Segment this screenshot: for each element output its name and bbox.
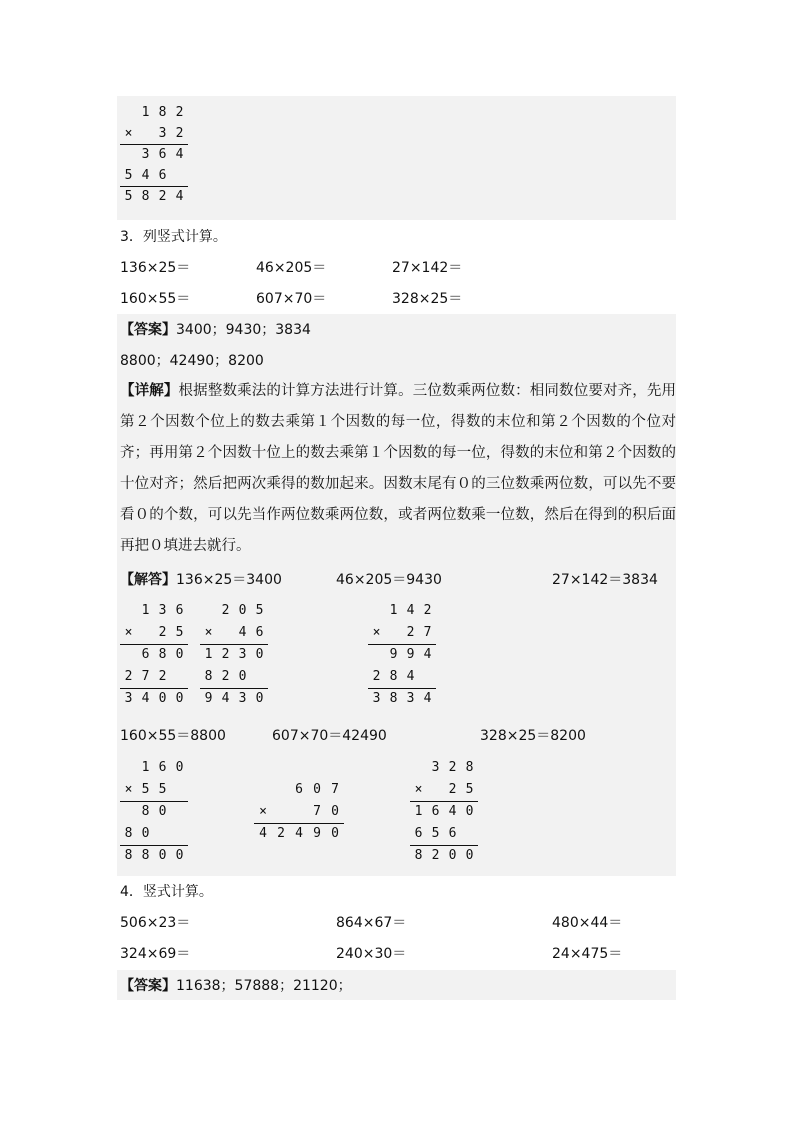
- calc-digit: 5: [431, 826, 440, 841]
- answer-values: 3400；9430；3834: [176, 322, 311, 338]
- calc-row: [120, 102, 188, 124]
- calc-digit: 9: [313, 826, 321, 841]
- calc-digit: 4: [175, 189, 184, 204]
- calc-digit: 2: [406, 625, 415, 640]
- calc-digit: 5: [124, 189, 133, 204]
- q3-problem-2: 46×205＝: [256, 260, 327, 276]
- calc-digit: 6: [431, 804, 440, 819]
- calc-row: [120, 823, 188, 845]
- calc-row: [120, 845, 188, 867]
- calc-row: [368, 644, 436, 666]
- calc-digit: 5: [465, 782, 474, 797]
- calc-rule: [410, 845, 478, 846]
- q3-problem-3: 27×142＝: [392, 260, 463, 276]
- calc-digit: 8: [124, 826, 133, 841]
- calc-row: [410, 801, 478, 823]
- calc-digit: 1: [141, 760, 150, 775]
- calc-row: [410, 757, 478, 779]
- q4-problem-1: 506×23＝: [120, 915, 191, 931]
- calc-digit: 4: [448, 804, 457, 819]
- calc-digit: 0: [175, 760, 184, 775]
- calc-row: [200, 622, 268, 644]
- q4-problem-3: 480×44＝: [552, 915, 623, 931]
- calc-digit: 8: [158, 647, 167, 662]
- calc-digit: 0: [331, 804, 339, 819]
- q3-answer-line1: [120, 320, 311, 340]
- calc-rule: [254, 823, 344, 824]
- calc-digit: 2: [221, 647, 230, 662]
- calc-digit: 3: [141, 147, 150, 162]
- q3-solution-eq-2: 46×205＝9430: [336, 572, 442, 588]
- calc-digit: 2: [277, 826, 285, 841]
- calc-digit: 8: [389, 669, 398, 684]
- calc-160x55: [120, 757, 188, 867]
- calc-digit: 2: [175, 105, 184, 120]
- detail-text: 根据整数乘法的计算方法进行计算。三位数乘两位数：相同数位要对齐，先用第２个因数个位上的数去乘第１个因数的每一位，得数的末位和第２个因数的个位对齐；再用第２个因数十位上的数去乘第１个因数的每一位，得数的末位和第２个因数的十位对齐；然后把两次乘得的数加起来。因数末尾有０的三位数乘两位数，可以先不要看０的个数，可以先当作两位数乘两位数，或者两位数乘一位数，然后在得到的积后面再把０填进去就行。: [120, 383, 677, 554]
- calc-digit: 2: [158, 625, 167, 640]
- calc-digit: 0: [175, 691, 184, 706]
- calc-row: [200, 644, 268, 666]
- calc-digit: 0: [313, 782, 321, 797]
- calc-digit: 3: [124, 691, 133, 706]
- calc-digit: 8: [141, 848, 150, 863]
- calc-digit: 9: [406, 647, 415, 662]
- q3-solution-eq-6: 328×25＝8200: [480, 728, 586, 744]
- calc-digit: ×: [124, 782, 133, 797]
- calc-digit: 1: [389, 603, 398, 618]
- calc-digit: 0: [175, 647, 184, 662]
- calc-digit: 3: [431, 760, 440, 775]
- calc-digit: 0: [141, 826, 150, 841]
- calc-digit: 0: [465, 848, 474, 863]
- calc-digit: 0: [238, 603, 247, 618]
- calc-row: [368, 622, 436, 644]
- calc-row: [200, 688, 268, 710]
- calc-digit: 8: [158, 105, 167, 120]
- calc-rule: [410, 801, 478, 802]
- calc-digit: 4: [221, 691, 230, 706]
- calc-digit: 4: [423, 691, 432, 706]
- calc-digit: 6: [158, 760, 167, 775]
- calc-row: [120, 123, 188, 145]
- q3-solution-eq-3: 27×142＝3834: [552, 572, 658, 588]
- answer-values: 11638；57888；21120；: [176, 978, 352, 994]
- calc-rule: [200, 688, 268, 689]
- calc-digit: 6: [295, 782, 303, 797]
- calc-digit: 9: [204, 691, 213, 706]
- calc-digit: 1: [204, 647, 213, 662]
- q4-problem-6: 24×475＝: [552, 946, 623, 962]
- calc-digit: 8: [141, 189, 150, 204]
- calc-digit: 8: [124, 848, 133, 863]
- calc-row: [120, 801, 188, 823]
- calc-27x142: [368, 600, 436, 710]
- q4-title: 4．竖式计算。: [120, 884, 213, 900]
- calc-digit: 4: [141, 168, 150, 183]
- q4-answer: [120, 976, 352, 996]
- calc-digit: 2: [124, 669, 133, 684]
- calc-digit: 3: [238, 691, 247, 706]
- calc-digit: 0: [175, 848, 184, 863]
- calc-digit: 4: [406, 603, 415, 618]
- q3-detail: [120, 376, 676, 562]
- calc-digit: 5: [141, 782, 150, 797]
- calc-digit: 6: [158, 147, 167, 162]
- calc-rule: [120, 845, 188, 846]
- calc-digit: 3: [238, 647, 247, 662]
- q4-problem-4: 324×69＝: [120, 946, 191, 962]
- calc-digit: 4: [175, 147, 184, 162]
- calc-digit: 8: [141, 804, 150, 819]
- calc-digit: ×: [124, 126, 133, 141]
- calc-rule: [120, 186, 188, 187]
- calc-136x25: [120, 600, 188, 710]
- calc-digit: 0: [158, 848, 167, 863]
- calc-digit: ×: [124, 625, 133, 640]
- calc-digit: 0: [158, 804, 167, 819]
- q3-solution-eq-1: [120, 570, 282, 590]
- calc-digit: 6: [255, 625, 264, 640]
- calc-rule: [120, 644, 188, 645]
- calc-row: [200, 666, 268, 688]
- calc-digit: 1: [141, 603, 150, 618]
- q3-title: 3．列竖式计算。: [120, 229, 227, 245]
- calc-digit: 8: [414, 848, 423, 863]
- calc-digit: 2: [158, 189, 167, 204]
- calc-digit: 6: [448, 826, 457, 841]
- calc-digit: 4: [141, 691, 150, 706]
- calc-rule: [120, 801, 188, 802]
- calc-digit: 6: [414, 826, 423, 841]
- calc-digit: 6: [141, 647, 150, 662]
- calc-row: [368, 666, 436, 688]
- calc-digit: 5: [158, 782, 167, 797]
- calc-digit: 5: [175, 625, 184, 640]
- calc-digit: 5: [124, 168, 133, 183]
- calc-digit: 3: [158, 603, 167, 618]
- calc-row: [120, 666, 188, 688]
- calc-row: [254, 779, 344, 801]
- calc-row: [120, 186, 188, 208]
- calc-digit: 7: [313, 804, 321, 819]
- calc-digit: 2: [372, 669, 381, 684]
- calc-rule: [120, 688, 188, 689]
- calc-digit: 0: [255, 691, 264, 706]
- calc-row: [120, 779, 188, 801]
- calc-digit: 2: [448, 760, 457, 775]
- calc-digit: 9: [389, 647, 398, 662]
- calc-row: [120, 688, 188, 710]
- calc-digit: 4: [238, 625, 247, 640]
- calc-digit: ×: [259, 804, 267, 819]
- q3-solution-eq-5: 607×70＝42490: [272, 728, 387, 744]
- solution-label: 【解答】: [120, 572, 176, 588]
- calc-digit: 2: [158, 669, 167, 684]
- calc-digit: 4: [295, 826, 303, 841]
- calc-row: [254, 823, 344, 845]
- calc-digit: 4: [259, 826, 267, 841]
- calc-digit: 0: [331, 826, 339, 841]
- q3-solution-eq-4: 160×55＝8800: [120, 728, 226, 744]
- calc-row: [368, 688, 436, 710]
- solution-eq: 136×25＝3400: [176, 572, 282, 588]
- calc-digit: 2: [448, 782, 457, 797]
- calc-row: [120, 622, 188, 644]
- calc-digit: 1: [414, 804, 423, 819]
- calc-row: [410, 823, 478, 845]
- calc-digit: 3: [158, 126, 167, 141]
- calc-rule: [200, 644, 268, 645]
- calc-digit: 8: [204, 669, 213, 684]
- q4-problem-5: 240×30＝: [336, 946, 407, 962]
- calc-digit: 0: [255, 647, 264, 662]
- detail-label: 【详解】: [120, 383, 179, 399]
- calc-row: [120, 144, 188, 166]
- q3-answer-line2: 8800；42490；8200: [120, 353, 264, 369]
- calc-digit: 8: [389, 691, 398, 706]
- q4-problem-2: 864×67＝: [336, 915, 407, 931]
- calc-digit: 5: [255, 603, 264, 618]
- calc-46x205: [200, 600, 268, 710]
- calc-digit: 7: [141, 669, 150, 684]
- calc-digit: 2: [431, 848, 440, 863]
- calc-digit: 2: [221, 669, 230, 684]
- calc-digit: 2: [423, 603, 432, 618]
- calc-digit: 4: [406, 669, 415, 684]
- calc-digit: 3: [372, 691, 381, 706]
- calc-digit: 8: [465, 760, 474, 775]
- calc-row: [254, 801, 344, 823]
- calc-row: [120, 644, 188, 666]
- calc-row: [410, 845, 478, 867]
- calc-607x70: [254, 779, 344, 845]
- calc-digit: 3: [406, 691, 415, 706]
- calc-digit: 0: [238, 669, 247, 684]
- calc-digit: ×: [204, 625, 213, 640]
- calc-digit: ×: [372, 625, 381, 640]
- calc-row: [410, 779, 478, 801]
- calc-digit: 2: [175, 126, 184, 141]
- calc-digit: 1: [141, 105, 150, 120]
- calc-rule: [120, 144, 188, 145]
- calc-digit: ×: [414, 782, 423, 797]
- calc-digit: 0: [158, 691, 167, 706]
- calc-digit: 6: [158, 168, 167, 183]
- calc-row: [200, 600, 268, 622]
- q3-problem-5: 607×70＝: [256, 291, 327, 307]
- calc-row: [120, 600, 188, 622]
- calc-digit: 2: [221, 603, 230, 618]
- calc-row: [120, 757, 188, 779]
- q3-problem-4: 160×55＝: [120, 291, 191, 307]
- calc-digit: 0: [448, 848, 457, 863]
- q3-problem-6: 328×25＝: [392, 291, 463, 307]
- q3-problem-1: 136×25＝: [120, 260, 191, 276]
- answer-label: 【答案】: [120, 978, 176, 994]
- calc-row: [368, 600, 436, 622]
- calc-328x25: [410, 757, 478, 867]
- calc-digit: 0: [465, 804, 474, 819]
- calc-digit: 6: [175, 603, 184, 618]
- calc-digit: 4: [423, 647, 432, 662]
- calc-digit: 7: [423, 625, 432, 640]
- calc-rule: [368, 688, 436, 689]
- calc-digit: 7: [331, 782, 339, 797]
- top-vertical-calc: [120, 102, 188, 207]
- top-answer-shade: [117, 96, 676, 220]
- calc-row: [120, 165, 188, 187]
- calc-rule: [368, 644, 436, 645]
- answer-label: 【答案】: [120, 322, 176, 338]
